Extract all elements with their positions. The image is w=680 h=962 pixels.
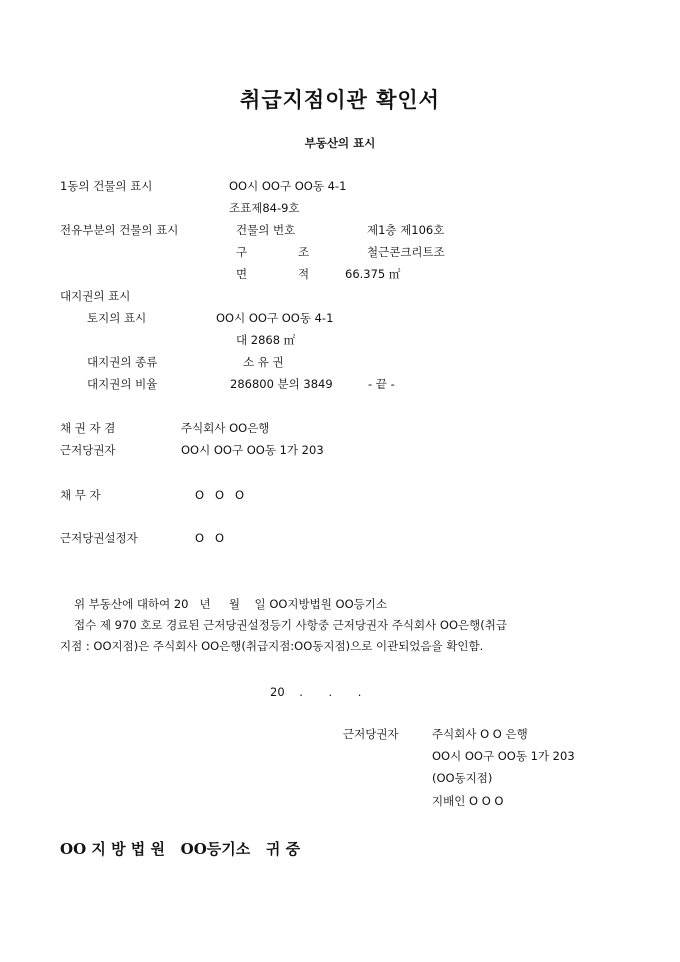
right-ratio-label: 대지권의 비율	[87, 377, 158, 391]
building-address: OO시 OO구 OO동 4-1	[229, 179, 347, 193]
date-line: 20 . . .	[270, 685, 362, 699]
mortgagee-address: OO시 OO구 OO동 1가 203	[181, 443, 324, 457]
unit-label: 전유부분의 건물의 표시	[60, 223, 179, 237]
unit-number: 제1층 제106호	[367, 223, 445, 237]
setter-value: O O	[195, 531, 225, 545]
body-line-1: 위 부동산에 대하여 20 년 월 일 OO지방법원 OO등기소	[74, 597, 387, 611]
area-value: 66.375 ㎡	[345, 267, 401, 281]
mortgagee-label: 근저당권자	[60, 443, 116, 457]
structure-label-a: 구	[236, 245, 248, 259]
signer-company: 주식회사 O O 은행	[432, 727, 528, 741]
structure-label-b: 조	[298, 245, 310, 259]
body-line-2: 접수 제 970 호로 경료된 근저당권설정등기 사항중 근저당권자 주식회사 OO은행(취급	[74, 618, 507, 632]
land-area: 대 2868 ㎡	[236, 333, 296, 347]
signer-label: 근저당권자	[343, 727, 399, 741]
land-label: 토지의 표시	[87, 311, 147, 325]
document-title: 취급지점이관 확인서	[240, 87, 440, 112]
right-type-label: 대지권의 종류	[87, 355, 158, 369]
end-mark: - 끝 -	[368, 377, 395, 391]
land-right-label: 대지권의 표시	[60, 289, 131, 303]
signer-address: OO시 OO구 OO동 1가 203	[432, 749, 575, 763]
creditor-label: 채 권 자 겸	[60, 421, 116, 435]
area-label-b: 적	[298, 267, 310, 281]
building-lot: 조표제84-9호	[229, 201, 300, 215]
body-line-3: 지점 : OO지점)은 주식회사 OO은행(취급지점:OO동지점)으로 이관되었음을 확인함.	[60, 639, 484, 653]
unit-number-label: 건물의 번호	[236, 223, 296, 237]
section-subtitle: 부동산의 표시	[304, 136, 376, 150]
building-label: 1동의 건물의 표시	[60, 179, 153, 193]
right-ratio-value: 286800 분의 3849	[230, 377, 333, 391]
signer-branch: (OO동지점)	[432, 771, 493, 785]
debtor-label: 채 무 자	[60, 488, 101, 502]
signer-manager: 지배인 O O O	[432, 794, 504, 808]
creditor-value: 주식회사 OO은행	[181, 421, 270, 435]
addressee-footer: OO 지 방 법 원 OO등기소 귀 중	[60, 840, 301, 858]
setter-label: 근저당권설정자	[60, 531, 138, 545]
land-address: OO시 OO구 OO동 4-1	[216, 311, 334, 325]
right-type-value: 소 유 권	[243, 355, 284, 369]
debtor-value: O O O	[195, 488, 245, 502]
area-label-a: 면	[236, 267, 248, 281]
structure-value: 철근콘크리트조	[367, 245, 445, 259]
